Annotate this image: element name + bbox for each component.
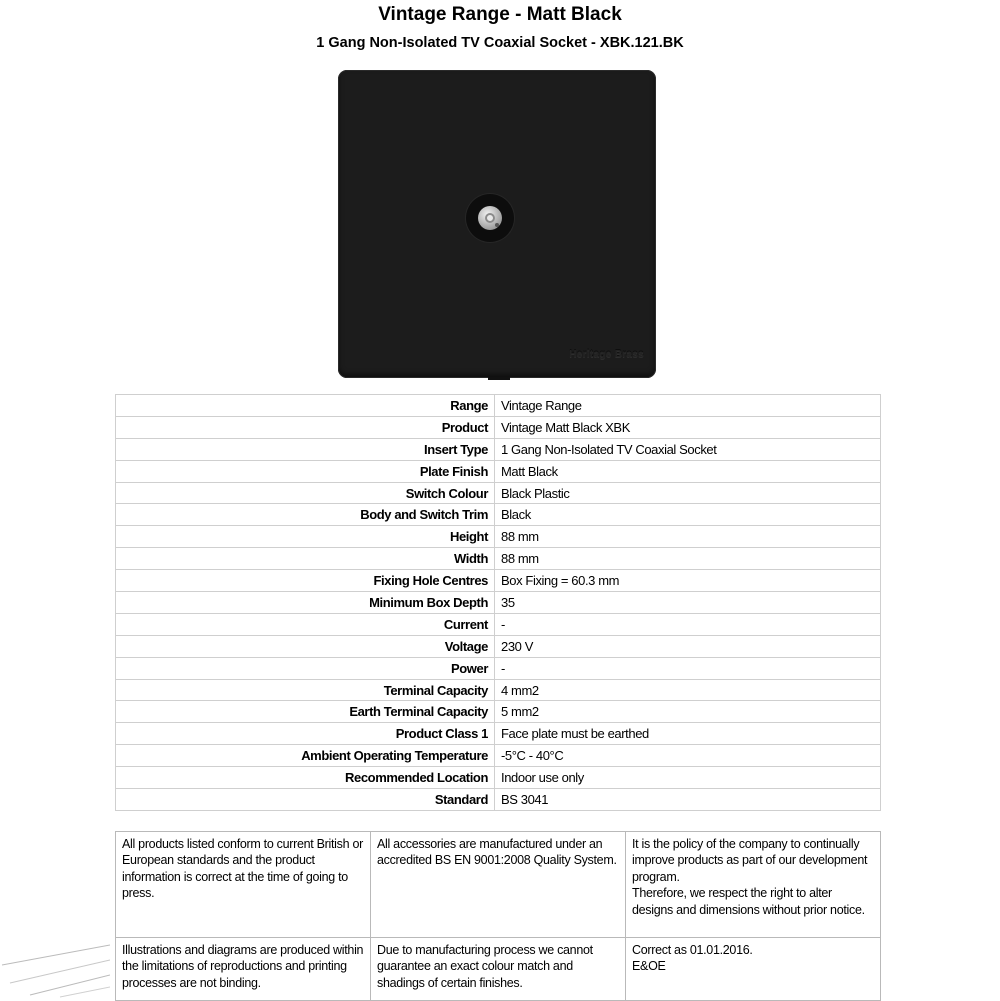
spec-row (116, 635, 881, 657)
spec-row (116, 789, 881, 811)
spec-row (116, 613, 881, 635)
product-photo-socket-plate (338, 70, 656, 378)
spec-value: - (495, 613, 881, 635)
spec-label: Switch Colour (116, 482, 495, 504)
brand-logo: Heritage Brass (569, 349, 644, 360)
note-colour-match: Due to manufacturing process we cannot guarantee an exact colour match and shadings of certain finishes. (371, 938, 626, 1001)
spec-row (116, 526, 881, 548)
spec-row (116, 745, 881, 767)
spec-value: Black Plastic (495, 482, 881, 504)
spec-label: Plate Finish (116, 460, 495, 482)
spec-row (116, 416, 881, 438)
notes-table (115, 831, 881, 1001)
spec-row (116, 460, 881, 482)
spec-label: Terminal Capacity (116, 679, 495, 701)
note-date: Correct as 01.01.2016. (632, 943, 753, 957)
spec-row (116, 570, 881, 592)
spec-label: Insert Type (116, 438, 495, 460)
spec-value: Black (495, 504, 881, 526)
spec-value: - (495, 657, 881, 679)
spec-value: 88 mm (495, 548, 881, 570)
spec-value: 230 V (495, 635, 881, 657)
spec-row (116, 701, 881, 723)
note-illustrations: Illustrations and diagrams are produced within the limitations of reproductions and printing processes are not binding. (116, 938, 371, 1001)
page-subtitle: 1 Gang Non-Isolated TV Coaxial Socket - XBK.121.BK (316, 35, 684, 51)
spec-value: Matt Black (495, 460, 881, 482)
spec-value: 4 mm2 (495, 679, 881, 701)
spec-row (116, 767, 881, 789)
spec-row (116, 438, 881, 460)
note-standards: All products listed conform to current British or European standards and the product information is correct at the time of going to press. (116, 832, 371, 938)
note-policy-rights: Therefore, we respect the right to alter designs and dimensions without prior notice. (632, 886, 865, 917)
spec-row (116, 723, 881, 745)
note-eoe: E&OE (632, 959, 666, 974)
note-policy (626, 832, 881, 938)
spec-value: BS 3041 (495, 789, 881, 811)
spec-label: Width (116, 548, 495, 570)
page-title: Vintage Range - Matt Black (378, 4, 622, 25)
spec-row (116, 548, 881, 570)
spec-label: Fixing Hole Centres (116, 570, 495, 592)
spec-label: Current (116, 613, 495, 635)
note-policy-text: It is the policy of the company to continually improve products as part of our development program. (632, 837, 868, 884)
spec-label: Power (116, 657, 495, 679)
spec-value: 1 Gang Non-Isolated TV Coaxial Socket (495, 438, 881, 460)
spec-label: Standard (116, 789, 495, 811)
spec-row (116, 679, 881, 701)
spec-value: Vintage Range (495, 395, 881, 417)
spec-value: Vintage Matt Black XBK (495, 416, 881, 438)
spec-value: 88 mm (495, 526, 881, 548)
spec-label: Voltage (116, 635, 495, 657)
spec-row (116, 504, 881, 526)
spec-label: Range (116, 395, 495, 417)
spec-label: Recommended Location (116, 767, 495, 789)
note-correct-as (626, 938, 881, 1001)
spec-label: Minimum Box Depth (116, 592, 495, 614)
spec-row (116, 482, 881, 504)
coaxial-socket-icon (466, 194, 514, 242)
spec-label: Earth Terminal Capacity (116, 701, 495, 723)
spec-row (116, 657, 881, 679)
spec-label: Height (116, 526, 495, 548)
spec-row (116, 592, 881, 614)
spec-label: Product (116, 416, 495, 438)
spec-label: Product Class 1 (116, 723, 495, 745)
note-quality-system: All accessories are manufactured under an accredited BS EN 9001:2008 Quality System. (371, 832, 626, 938)
spec-value: Box Fixing = 60.3 mm (495, 570, 881, 592)
spec-value: 35 (495, 592, 881, 614)
spec-label: Body and Switch Trim (116, 504, 495, 526)
spec-value: -5°C - 40°C (495, 745, 881, 767)
spec-table (115, 394, 881, 811)
spec-value: 5 mm2 (495, 701, 881, 723)
decorative-swoosh-icon (0, 935, 110, 1000)
spec-label: Ambient Operating Temperature (116, 745, 495, 767)
spec-value: Face plate must be earthed (495, 723, 881, 745)
spec-value: Indoor use only (495, 767, 881, 789)
spec-row (116, 395, 881, 417)
